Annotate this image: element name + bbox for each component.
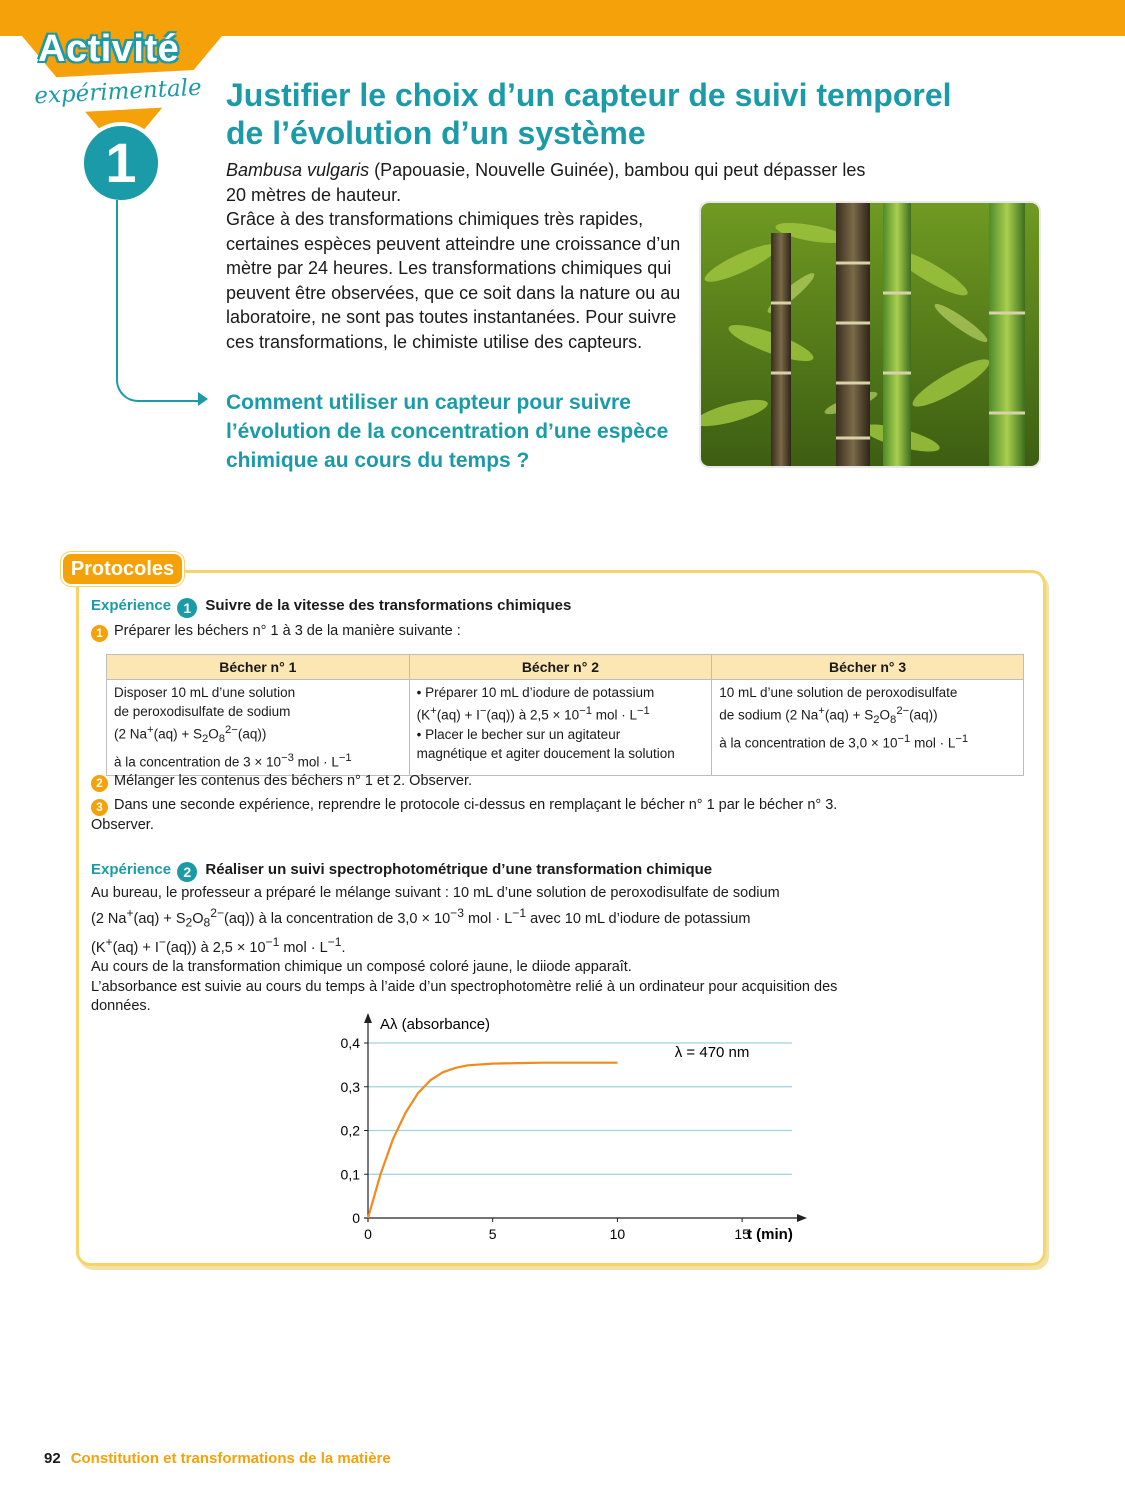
connector-line	[116, 200, 118, 378]
page-footer	[44, 1450, 391, 1467]
exp1-label: Expérience	[91, 597, 172, 614]
exp2-number: 2	[177, 862, 197, 882]
exp2-text-part: mol · L	[467, 910, 513, 927]
bamboo-photo	[701, 203, 1039, 466]
exp2-line: (K+(aq) + I−(aq)) à $2,5 \times 10^{-1}$ mol · $L^{-1}$.	[91, 934, 346, 956]
x-tick-label: 10	[609, 1226, 626, 1242]
exp2-text-part: à 2,5 × 10	[200, 939, 266, 956]
cell-line: magnétique et agiter doucement la solution	[416, 745, 675, 761]
exp1-heading	[91, 597, 571, 618]
exp1-step1	[91, 622, 461, 642]
badge-experimentale-text: expérimentale	[33, 74, 203, 110]
x-axis-arrow	[797, 1214, 807, 1222]
exp1-step2	[91, 772, 472, 792]
exp2-title: Réaliser un suivi spectrophotométrique d’une transformation chimique	[205, 861, 713, 878]
cell-line: de peroxodisulfate de sodium	[114, 704, 291, 719]
exp2-text-part: avec 10 mL d’iodure de potassium	[530, 910, 751, 927]
cell-text: mol · L	[914, 735, 956, 751]
exp2-text-part: à la concentration de 3,0 × 10	[258, 910, 451, 927]
y-axis-arrow	[364, 1013, 372, 1023]
species-description: (Papouasie, Nouvelle Guinée), bambou qui peut dépasser les 20 mètres de hauteur.	[226, 160, 866, 205]
x-tick-label: 0	[364, 1226, 372, 1242]
key-question: Comment utiliser un capteur pour suivre l’évolution de la concentration d’une espèce chimique au cours du temps ?	[226, 391, 669, 472]
becher1-cell	[107, 680, 410, 776]
table-header-row	[107, 655, 1024, 680]
y-axis-label: Aλ (absorbance)	[380, 1016, 491, 1033]
exp1-step2-text: Mélanger les contenus des béchers n° 1 et 2. Observer.	[114, 773, 473, 789]
table-header-3: Bécher n° 3	[712, 655, 1024, 680]
becher2-cell	[409, 680, 712, 776]
y-tick-label: 0,3	[340, 1078, 360, 1095]
cell-line: • Préparer 10 mL d’iodure de potassium	[416, 685, 655, 700]
exp1-step1-text: Préparer les béchers n° 1 à 3 de la manière suivante :	[114, 623, 461, 639]
table-row	[107, 680, 1024, 776]
x-tick-label: 15	[734, 1226, 750, 1242]
y-tick-label: 0	[352, 1210, 360, 1226]
cell-text: à la concentration de 3,0 × 10	[719, 735, 898, 751]
cell-text: mol · L	[595, 707, 637, 723]
cell-line: à la concentration de $3 \times 10^{-3}$ mol · $L^{-1}$	[114, 752, 352, 770]
connector-curve	[116, 376, 200, 402]
exp1-step3	[91, 796, 837, 816]
cell-line: (K+(aq) + I−(aq)) à $2,5 \times 10^{-1}$ mol · $L^{-1}$	[416, 705, 650, 723]
step-2-marker: 2	[91, 775, 108, 792]
exp2-label: Expérience	[91, 861, 172, 878]
species-name: Bambusa vulgaris	[226, 160, 370, 180]
exp1-title: Suivre de la vitesse des transformations chimiques	[205, 597, 572, 614]
protocoles-tab: Protocoles	[63, 554, 182, 584]
absorbance-chart	[330, 1008, 810, 1253]
step-1-marker: 1	[91, 625, 108, 642]
cell-line: 10 mL d’une solution de peroxodisulfate	[719, 685, 958, 700]
cell-text: à la concentration de 3 × 10	[114, 754, 281, 770]
page-title: Justifier le choix d’un capteur de suivi temporel de l’évolution d’un système	[226, 77, 952, 151]
exp1-step3-observer: Observer.	[91, 817, 154, 833]
exp2-line: L’absorbance est suivie au cours du temps à l’aide d’un spectrophotomètre relié à un ordinateur pour acquisition des données.	[91, 978, 838, 1015]
activity-number: 1	[80, 122, 162, 204]
page-number: 92	[44, 1450, 61, 1467]
exp2-text-part: mol · L	[283, 939, 328, 956]
cell-line: de sodium (2 $Na^+(aq) + S_2O_8^{2-}(aq)$)	[719, 705, 938, 727]
y-tick-label: 0,1	[340, 1166, 360, 1183]
exp2-line: (2 $Na^+(aq) + S_2O_8^{2-}(aq)$) à la concentration de $3,0 \times 10^{-3}$ mol · $L^{-1}$ avec 10 mL d’iodure de potassium	[91, 905, 751, 930]
cell-text: de sodium	[719, 707, 782, 723]
table-header-2: Bécher n° 2	[409, 655, 712, 680]
cell-line: • Placer le becher sur un agitateur	[416, 726, 621, 742]
y-tick-label: 0,2	[340, 1122, 360, 1139]
cell-line: Disposer 10 mL d’une solution	[114, 685, 296, 700]
x-axis-label: t (min)	[747, 1226, 793, 1243]
footer-title: Constitution et transformations de la matière	[70, 1450, 391, 1467]
exp1-step3-text: Dans une seconde expérience, reprendre le protocole ci-dessus en remplaçant le bécher n° 1 par le bécher n° 3.	[114, 797, 838, 813]
becher-table	[106, 654, 1024, 776]
exp2-line: Au bureau, le professeur a préparé le mélange suivant : 10 mL d’une solution de peroxodisulfate de sodium	[91, 885, 780, 901]
intro-paragraph: Grâce à des transformations chimiques très rapides, certaines espèces peuvent atteindre une croissance d’un mètre par 24 heures. Les transformations chimiques qui peuvent être observées, que ce soit dans la nature ou au laboratoire, ne sont pas toutes instantanées. Pour suivre ces transformations, le chimiste utilise des capteurs.	[226, 209, 681, 352]
becher3-cell	[712, 680, 1024, 776]
cell-text: à 2,5 × 10	[518, 707, 580, 723]
exp1-number: 1	[177, 598, 197, 618]
arrow-right-icon	[198, 392, 208, 406]
exp2-line: Au cours de la transformation chimique un composé coloré jaune, le diiode apparaît.	[91, 959, 632, 976]
cell-formula: (2 $Na^+(aq) + S_2O_8^{2-}(aq)$)	[114, 724, 267, 746]
wavelength-annotation: λ = 470 nm	[674, 1043, 750, 1061]
absorbance-curve	[368, 1063, 617, 1218]
cell-line: à la concentration de $3,0 \times 10^{-1}$ mol · $L^{-1}$	[719, 733, 969, 751]
step-3-marker: 3	[91, 799, 108, 816]
badge-activite: Activité	[38, 28, 180, 70]
y-tick-label: 0,4	[340, 1035, 360, 1051]
x-tick-label: 5	[488, 1226, 497, 1242]
exp2-heading	[91, 861, 712, 882]
intro-species-line	[226, 158, 886, 207]
exp2-text	[91, 884, 901, 1017]
cell-text: mol · L	[297, 754, 339, 770]
table-header-1: Bécher n° 1	[107, 655, 410, 680]
